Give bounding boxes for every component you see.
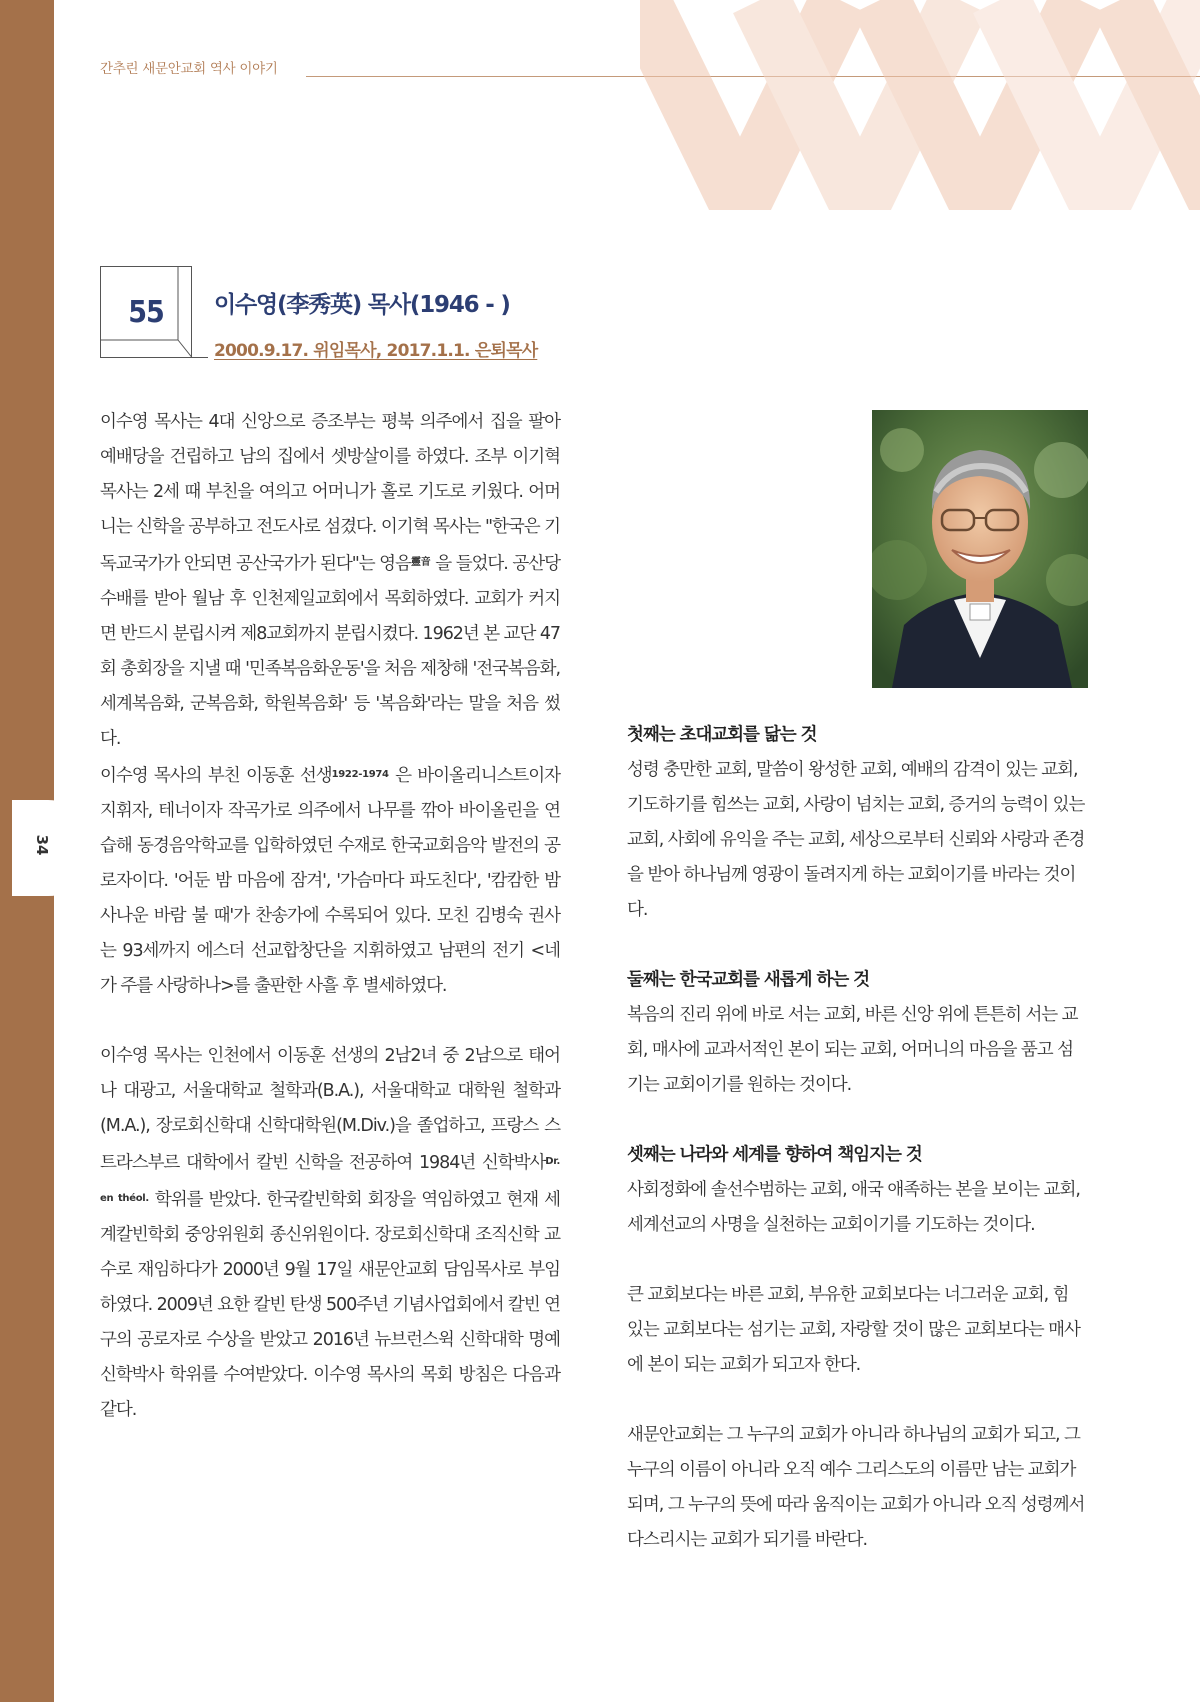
annotation-hanja: 靈音 <box>410 557 431 568</box>
principle-heading-2: 둘째는 한국교회를 새롭게 하는 것 <box>627 970 870 990</box>
running-head: 간추린 새문안교회 역사 이야기 <box>100 61 278 77</box>
paragraph-text: 학위를 받았다. 한국칼빈학회 회장을 역임하였고 현재 세계칼빈학회 중앙위원회 종신위원이다. 장로회신학대 조직신학 교수로 재임하다가 2000년 9월 17일 새문안교회 담임목사로 부임하였다. 2009년 요한 칼빈 탄생 500주년 기념사업회에서 칼빈 연구의 공로자로 수상을 받았고 2016년 뉴브런스윅 신학대학 명예신학박사 학위를 수여받았다. 이수영 목사의 목회 방침은 다음과 같다. <box>100 1190 561 1420</box>
principle-body-1: 성령 충만한 교회, 말씀이 왕성한 교회, 예배의 감격이 있는 교회, 기도하기를 힘쓰는 교회, 사랑이 넘치는 교회, 증거의 능력이 있는 교회, 사회에 유익을 주는 교회, 세상으로부터 신뢰와 사랑과 존경을 받아 하나님께 영광이 돌려지게 하는 교회이기를 바라는 것이다. <box>627 760 1085 920</box>
right-column <box>627 718 1087 1558</box>
paragraph-family-background <box>100 405 560 757</box>
principle-heading-1: 첫째는 초대교회를 닮는 것 <box>627 725 817 745</box>
principle-body-2: 복음의 진리 위에 바로 서는 교회, 바른 신앙 위에 튼튼히 서는 교회, 매사에 교과서적인 본이 되는 교회, 어머니의 마음을 품고 섬기는 교회이기를 원하는 것이다. <box>627 1005 1078 1095</box>
principle-body-3: 사회정화에 솔선수범하는 교회, 애국 애족하는 본을 보이는 교회, 세계선교의 사명을 실천하는 교회이기를 기도하는 것이다. <box>627 1180 1080 1235</box>
paragraph-text: 이수영 목사는 인천에서 이동훈 선생의 2남2녀 중 2남으로 태어나 대광고, 서울대학교 철학과(B.A.), 서울대학교 대학원 철학과(M.A.), 장로회신학대 신학대학원(M.Div.)을 졸업하고, 프랑스 스트라스부르 대학에서 칼빈 신학을 전공하여 1984년 신학박사 <box>100 1046 560 1173</box>
page-number-tab <box>12 800 96 896</box>
paragraph-text: 이수영 목사는 4대 신앙으로 증조부는 평북 의주에서 집을 팔아 예배당을 건립하고 남의 집에서 셋방살이를 하였다. 조부 이기혁 목사는 2세 때 부친을 여의고 어머니가 홀로 기도로 키웠다. 어머니는 신학을 공부하고 전도사로 섬겼다. 이기혁 목사는 "한국은 기독교국가가 안되면 공산국가가 된다"는 영음 <box>100 412 560 574</box>
paragraph-text: 이수영 목사의 부친 이동훈 선생 <box>100 766 332 786</box>
portrait-photo <box>872 410 1088 688</box>
page-number: 34 <box>33 834 51 856</box>
entry-number-box <box>100 266 190 356</box>
annotation-degree: Dr. en théol. <box>100 1156 560 1204</box>
closing-paragraph-2: 새문안교회는 그 누구의 교회가 아니라 하나님의 교회가 되고, 그 누구의 이름이 아니라 오직 예수 그리스도의 이름만 남는 교회가 되며, 그 누구의 뜻에 따라 움직이는 교회가 아니라 오직 성령께서 다스리시는 교회가 되기를 바란다. <box>627 1425 1085 1550</box>
closing-paragraph-1: 큰 교회보다는 바른 교회, 부유한 교회보다는 너그러운 교회, 힘 있는 교회보다는 섬기는 교회, 자랑할 것이 많은 교회보다는 매사에 본이 되는 교회가 되고자 한다. <box>627 1285 1080 1375</box>
paragraph-father <box>100 757 560 1004</box>
decorative-chevron-pattern <box>640 0 1200 210</box>
paragraph-text: 은 바이올리니스트이자 지휘자, 테너이자 작곡가로 의주에서 나무를 깎아 바이올린을 연습해 동경음악학교를 입학하였던 수재로 한국교회음악 발전의 공로자이다. '어둔 밤 마음에 잠겨', '가슴마다 파도친다', '캄캄한 밤 사나운 바람 불 때'가 찬송가에 수록되어 있다. 모친 김병숙 권사는 93세까지 에스더 선교합창단을 지휘하였고 남편의 전기 <네가 주를 사랑하나>를 출판한 사흘 후 별세하였다. <box>100 766 561 996</box>
paragraph-text: 을 들었다. 공산당 수배를 받아 월남 후 인천제일교회에서 목회하였다. 교회가 커지면 반드시 분립시켜 제8교회까지 분립시켰다. 1962년 본 교단 47회 총회장을 지낼 때 '민족복음화운동'을 처음 제창해 '전국복음화, 세계복음화, 군복음화, 학원복음화' 등 '복음화'라는 말을 처음 썼다. <box>100 554 561 749</box>
entry-number: 55 <box>128 294 164 330</box>
paragraph-biography <box>100 1039 560 1428</box>
principle-heading-3: 셋째는 나라와 세계를 향하여 책임지는 것 <box>627 1145 922 1165</box>
left-column <box>100 405 560 1428</box>
annotation-years: 1922-1974 <box>331 769 389 780</box>
entry-title: 이수영(李秀英) 목사(1946 - ) <box>214 292 510 318</box>
entry-subtitle: 2000.9.17. 위임목사, 2017.1.1. 은퇴목사 <box>214 341 538 361</box>
